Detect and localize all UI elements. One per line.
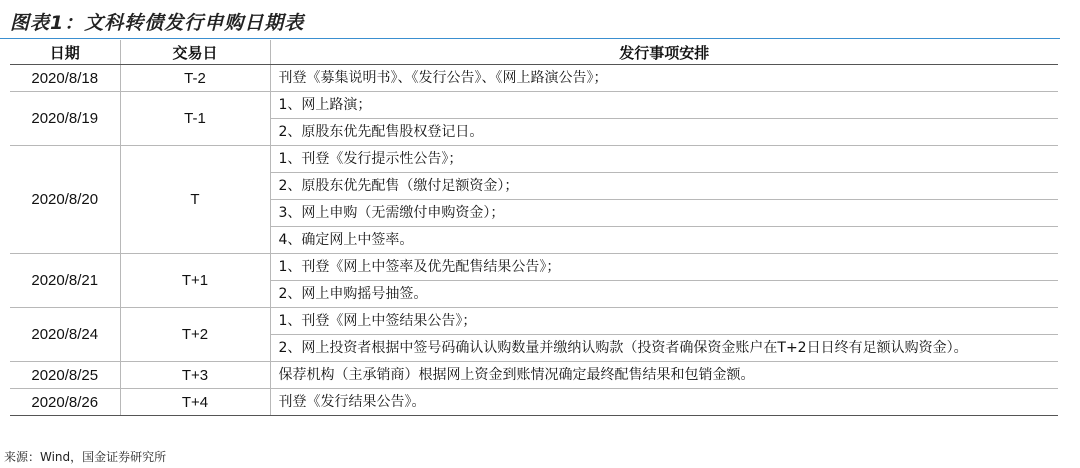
date-cell: 2020/8/18: [31, 69, 99, 87]
schedule-body: [10, 65, 1058, 416]
table-row: [10, 65, 1058, 92]
table-row: [10, 146, 1058, 173]
trading-day-cell: T+4: [120, 389, 270, 416]
trading-day-cell: T-2: [120, 65, 270, 92]
date-cell: 2020/8/26: [10, 389, 120, 416]
trading-day-cell: T+3: [120, 362, 270, 389]
arrangement-item: 1、网上路演；: [270, 92, 1058, 119]
trading-day-cell: T-1: [120, 92, 270, 146]
schedule-table: [10, 40, 1058, 416]
title-bar: [0, 0, 1060, 39]
arrangement-item: 2、网上申购摇号抽签。: [270, 281, 1058, 308]
header-arrangement: 发行事项安排: [270, 40, 1058, 65]
arrangement-item: 4、确定网上中签率。: [270, 227, 1058, 254]
table-row: [10, 308, 1058, 335]
arrangement-item: 3、网上申购（无需缴付申购资金）；: [270, 200, 1058, 227]
arrangement-item: 2、原股东优先配售（缴付足额资金）；: [270, 173, 1058, 200]
arrangement-item: 1、刊登《发行提示性公告》；: [270, 146, 1058, 173]
date-cell: 2020/8/25: [10, 362, 120, 389]
table-row: [10, 92, 1058, 119]
date-cell: 2020/8/19: [10, 92, 120, 146]
date-cell: 2020/8/20: [10, 146, 120, 254]
chart-title: 图表1：文科转债发行申购日期表: [10, 12, 305, 34]
trading-day-cell: T+1: [120, 254, 270, 308]
arrangement-item: 1、刊登《网上中签率及优先配售结果公告》；: [270, 254, 1058, 281]
arrangement-item: 刊登《发行结果公告》。: [270, 389, 1058, 416]
table-row: [10, 389, 1058, 416]
arrangement-item: 刊登《募集说明书》、《发行公告》、《网上路演公告》；: [270, 65, 1058, 92]
table-row: [10, 254, 1058, 281]
header-row: [10, 40, 1058, 65]
header-day: 交易日: [120, 40, 270, 65]
trading-day-cell: T+2: [120, 308, 270, 362]
arrangement-item: 保荐机构（主承销商）根据网上资金到账情况确定最终配售结果和包销金额。: [270, 362, 1058, 389]
date-cell: 2020/8/21: [10, 254, 120, 308]
arrangement-item: 2、网上投资者根据中签号码确认认购数量并缴纳认购款（投资者确保资金账户在T+2日日终有足额认购资金）。: [270, 335, 1058, 362]
arrangement-item: 2、原股东优先配售股权登记日。: [270, 119, 1058, 146]
trading-day-cell: T: [120, 146, 270, 254]
date-cell: 2020/8/24: [10, 308, 120, 362]
arrangement-item: 1、刊登《网上中签结果公告》；: [270, 308, 1058, 335]
table-row: [10, 362, 1058, 389]
source-note: 来源：Wind，国金证券研究所: [4, 450, 167, 464]
header-date: 日期: [10, 40, 120, 65]
